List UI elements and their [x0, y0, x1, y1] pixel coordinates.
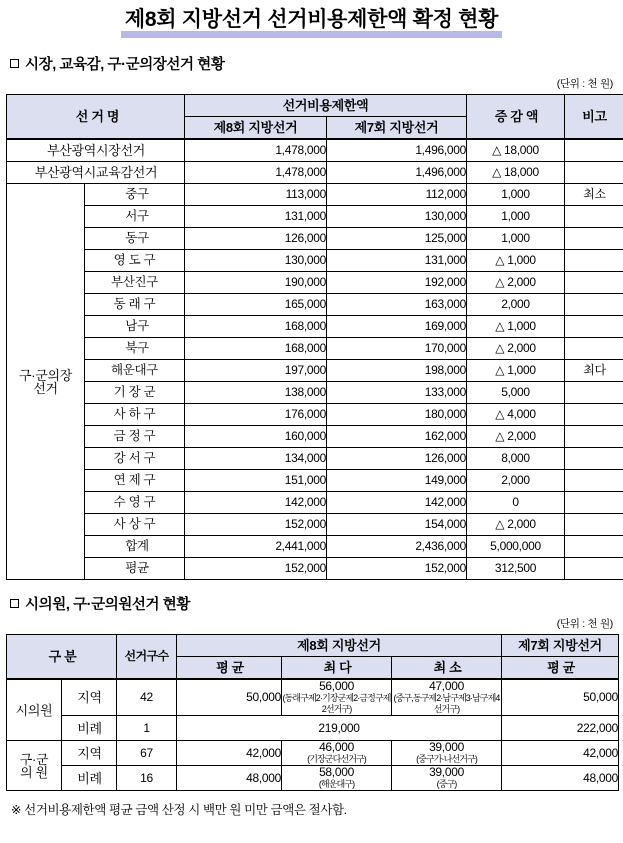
cell-8th-limit: 152,000	[185, 558, 327, 580]
cell-7th-average: 222,000	[502, 716, 619, 741]
cell-delta: 2,000	[467, 294, 565, 316]
cell-8th-limit: 130,000	[185, 250, 327, 272]
cell-district-count: 67	[117, 741, 177, 766]
cell-7th-limit: 163,000	[327, 294, 467, 316]
cell-minimum-value: 39,000	[429, 740, 464, 754]
table-row	[7, 558, 623, 580]
cell-maximum-value: 56,000	[319, 679, 354, 693]
cell-election-name: 부산광역시교육감선거	[7, 162, 185, 184]
cell-8th-limit: 113,000	[185, 184, 327, 206]
cell-delta: 5,000,000	[467, 536, 565, 558]
cell-7th-limit: 130,000	[327, 206, 467, 228]
cell-remark	[565, 294, 623, 316]
cell-7th-limit: 198,000	[327, 360, 467, 382]
cell-8th-limit: 197,000	[185, 360, 327, 382]
th-8th-election: 제8회 지방선거	[185, 117, 327, 140]
cell-delta: 312,500	[467, 558, 565, 580]
cell-member-type: 지역	[62, 679, 117, 716]
cell-remark	[565, 470, 623, 492]
cell-8th-limit: 151,000	[185, 470, 327, 492]
cell-district-name: 합계	[85, 536, 185, 558]
table2-header-row-1	[7, 635, 619, 657]
cell-district-name: 기 장 군	[85, 382, 185, 404]
table-row	[7, 294, 623, 316]
cell-remark	[565, 558, 623, 580]
square-bullet-icon	[10, 599, 19, 608]
cell-delta: △ 2,000	[467, 514, 565, 536]
cell-district-name: 평균	[85, 558, 185, 580]
cell-group-district-head: 구·군의장 선거	[7, 184, 85, 580]
section1-heading-text: 시장, 교육감, 구·군의장선거 현황	[25, 57, 225, 73]
cell-7th-limit: 2,436,000	[327, 536, 467, 558]
cell-delta: 1,000	[467, 206, 565, 228]
footnote: ※ 선거비용제한액 평균 금액 산정 시 백만 원 미만 금액은 절사함.	[11, 803, 347, 817]
table-row	[7, 536, 623, 558]
table-row	[7, 679, 619, 716]
cell-group-label: 구·군 의 원	[7, 741, 62, 791]
cell-district-name: 사 상 구	[85, 514, 185, 536]
table2-head	[7, 635, 619, 680]
cell-delta: △ 2,000	[467, 272, 565, 294]
cell-8th-limit: 134,000	[185, 448, 327, 470]
table-row	[7, 272, 623, 294]
cell-maximum	[282, 766, 392, 791]
cell-remark	[565, 338, 623, 360]
cell-average: 48,000	[177, 766, 282, 791]
cell-delta: △ 1,000	[467, 360, 565, 382]
cell-7th-limit: 154,000	[327, 514, 467, 536]
cell-delta: 0	[467, 492, 565, 514]
cell-delta: 8,000	[467, 448, 565, 470]
th-average: 평 균	[177, 657, 282, 680]
cell-remark	[565, 448, 623, 470]
th-7th-average: 평 균	[502, 657, 619, 680]
cell-remark	[565, 139, 623, 162]
th-minimum: 최 소	[392, 657, 502, 680]
cell-maximum-note: (해운대구)	[318, 779, 355, 789]
th-remark: 비고	[565, 95, 623, 140]
table-row	[7, 382, 623, 404]
cell-maximum	[282, 741, 392, 766]
table-row	[7, 716, 619, 741]
table-row	[7, 139, 623, 162]
cell-group-label: 시의원	[7, 679, 62, 741]
cell-remark	[565, 250, 623, 272]
th-election-name: 선 거 명	[7, 95, 185, 140]
cell-remark	[565, 404, 623, 426]
th-maximum: 최 다	[282, 657, 392, 680]
table-row	[7, 426, 623, 448]
table1-header-row-1	[7, 95, 623, 117]
cell-delta: △ 18,000	[467, 162, 565, 184]
table-row	[7, 228, 623, 250]
cell-7th-limit: 192,000	[327, 272, 467, 294]
cell-8th-limit: 138,000	[185, 382, 327, 404]
cell-delta: 1,000	[467, 228, 565, 250]
cell-7th-limit: 1,496,000	[327, 162, 467, 184]
cell-8th-limit: 176,000	[185, 404, 327, 426]
cell-district-name: 중구	[85, 184, 185, 206]
th-7th-election: 제7회 지방선거	[327, 117, 467, 140]
cell-delta: △ 1,000	[467, 250, 565, 272]
cell-maximum	[282, 679, 392, 716]
cell-minimum	[392, 766, 502, 791]
cell-district-name: 북구	[85, 338, 185, 360]
cell-election-name: 부산광역시장선거	[7, 139, 185, 162]
cell-7th-limit: 162,000	[327, 426, 467, 448]
cell-district-name: 서구	[85, 206, 185, 228]
cell-remark	[565, 492, 623, 514]
cell-delta: 2,000	[467, 470, 565, 492]
cell-average: 42,000	[177, 741, 282, 766]
table-row	[7, 360, 623, 382]
th-8th-group: 제8회 지방선거	[177, 635, 502, 657]
cell-district-count: 42	[117, 679, 177, 716]
table-row	[7, 162, 623, 184]
cell-7th-limit: 131,000	[327, 250, 467, 272]
cell-minimum	[392, 679, 502, 716]
table-row	[7, 766, 619, 791]
square-bullet-icon	[10, 59, 19, 68]
cell-7th-limit: 1,496,000	[327, 139, 467, 162]
title-highlight-bar	[121, 31, 502, 38]
cell-remark	[565, 206, 623, 228]
cell-remark	[565, 316, 623, 338]
cell-remark	[565, 162, 623, 184]
cell-remark	[565, 382, 623, 404]
cell-maximum-value: 46,000	[319, 740, 354, 754]
cell-7th-limit: 126,000	[327, 448, 467, 470]
cell-district-name: 동구	[85, 228, 185, 250]
cell-delta: △ 2,000	[467, 338, 565, 360]
cell-8th-limit: 168,000	[185, 338, 327, 360]
cell-remark	[565, 426, 623, 448]
th-7th-group: 제7회 지방선거	[502, 635, 619, 657]
cell-delta: 5,000	[467, 382, 565, 404]
cell-member-type: 비례	[62, 766, 117, 791]
cell-minimum-value: 47,000	[429, 679, 464, 693]
cell-remark: 최소	[565, 184, 623, 206]
table-row	[7, 206, 623, 228]
cell-average: 50,000	[177, 679, 282, 716]
table1-body	[7, 139, 623, 580]
cell-8th-limit: 165,000	[185, 294, 327, 316]
cell-7th-limit: 170,000	[327, 338, 467, 360]
th-district-count: 선거구수	[117, 635, 177, 680]
cell-minimum	[392, 741, 502, 766]
cell-7th-limit: 142,000	[327, 492, 467, 514]
cell-7th-average: 48,000	[502, 766, 619, 791]
section1-heading	[10, 53, 617, 74]
cell-remark	[565, 228, 623, 250]
cell-member-type: 비례	[62, 716, 117, 741]
th-expense-limit-group: 선거비용제한액	[185, 95, 467, 117]
cell-maximum-note: (동래구제2·기장군제2·금정구제2선거구)	[282, 693, 391, 714]
cell-district-count: 1	[117, 716, 177, 741]
page-title	[119, 7, 504, 38]
cell-remark	[565, 536, 623, 558]
cell-district-name: 수 영 구	[85, 492, 185, 514]
cell-8th-limit: 168,000	[185, 316, 327, 338]
table-row	[7, 338, 623, 360]
page-title-text: 제8회 지방선거 선거비용제한액 확정 현황	[124, 8, 499, 31]
cell-7th-limit: 149,000	[327, 470, 467, 492]
cell-7th-limit: 152,000	[327, 558, 467, 580]
cell-7th-limit: 169,000	[327, 316, 467, 338]
cell-merged-amount: 219,000	[177, 716, 502, 741]
section2-unit-note: (단위 : 천 원)	[556, 618, 613, 630]
cell-district-name: 영 도 구	[85, 250, 185, 272]
cell-delta: 1,000	[467, 184, 565, 206]
cell-8th-limit: 131,000	[185, 206, 327, 228]
th-division: 구 분	[7, 635, 117, 680]
cell-delta: △ 18,000	[467, 139, 565, 162]
cell-7th-limit: 125,000	[327, 228, 467, 250]
section2-heading	[10, 593, 617, 614]
table-row	[7, 470, 623, 492]
cell-7th-limit: 133,000	[327, 382, 467, 404]
cell-district-name: 금 정 구	[85, 426, 185, 448]
cell-8th-limit: 152,000	[185, 514, 327, 536]
cell-district-name: 사 하 구	[85, 404, 185, 426]
table-row	[7, 316, 623, 338]
cell-remark	[565, 514, 623, 536]
cell-maximum-value: 58,000	[319, 765, 354, 779]
th-delta: 증 감 액	[467, 95, 565, 140]
table1-head	[7, 95, 623, 140]
section1-unit-note: (단위 : 천 원)	[556, 78, 613, 90]
cell-7th-average: 42,000	[502, 741, 619, 766]
table-row	[7, 448, 623, 470]
cell-member-type: 지역	[62, 741, 117, 766]
table-row	[7, 404, 623, 426]
cell-district-count: 16	[117, 766, 177, 791]
cell-minimum-note: (중구가·나선거구)	[416, 754, 477, 764]
cell-delta: △ 1,000	[467, 316, 565, 338]
cell-7th-limit: 180,000	[327, 404, 467, 426]
table-row	[7, 184, 623, 206]
cell-delta: △ 4,000	[467, 404, 565, 426]
table-row	[7, 492, 623, 514]
cell-minimum-note: (중구,동구제2·남구제3·남구제4선거구)	[393, 693, 500, 714]
cell-remark	[565, 272, 623, 294]
cell-7th-average: 50,000	[502, 679, 619, 716]
cell-maximum-note: (기장군다선거구)	[307, 754, 366, 764]
table-council-member-limits	[6, 634, 619, 791]
cell-district-name: 강 서 구	[85, 448, 185, 470]
cell-7th-limit: 112,000	[327, 184, 467, 206]
cell-8th-limit: 2,441,000	[185, 536, 327, 558]
table-row	[7, 514, 623, 536]
page-title-wrapper	[6, 0, 617, 40]
cell-minimum-note: (중구)	[436, 779, 457, 789]
cell-8th-limit: 126,000	[185, 228, 327, 250]
cell-district-name: 동 래 구	[85, 294, 185, 316]
cell-8th-limit: 160,000	[185, 426, 327, 448]
cell-remark: 최다	[565, 360, 623, 382]
table2-body	[7, 679, 619, 791]
cell-district-name: 남구	[85, 316, 185, 338]
table-election-expense-limits	[6, 94, 623, 580]
cell-delta: △ 2,000	[467, 426, 565, 448]
cell-8th-limit: 142,000	[185, 492, 327, 514]
cell-8th-limit: 1,478,000	[185, 162, 327, 184]
cell-minimum-value: 39,000	[429, 765, 464, 779]
table-row	[7, 250, 623, 272]
cell-district-name: 부산진구	[85, 272, 185, 294]
section2-heading-text: 시의원, 구·군의원선거 현황	[25, 597, 190, 613]
cell-8th-limit: 1,478,000	[185, 139, 327, 162]
cell-8th-limit: 190,000	[185, 272, 327, 294]
table-row	[7, 741, 619, 766]
cell-district-name: 해운대구	[85, 360, 185, 382]
cell-district-name: 연 제 구	[85, 470, 185, 492]
